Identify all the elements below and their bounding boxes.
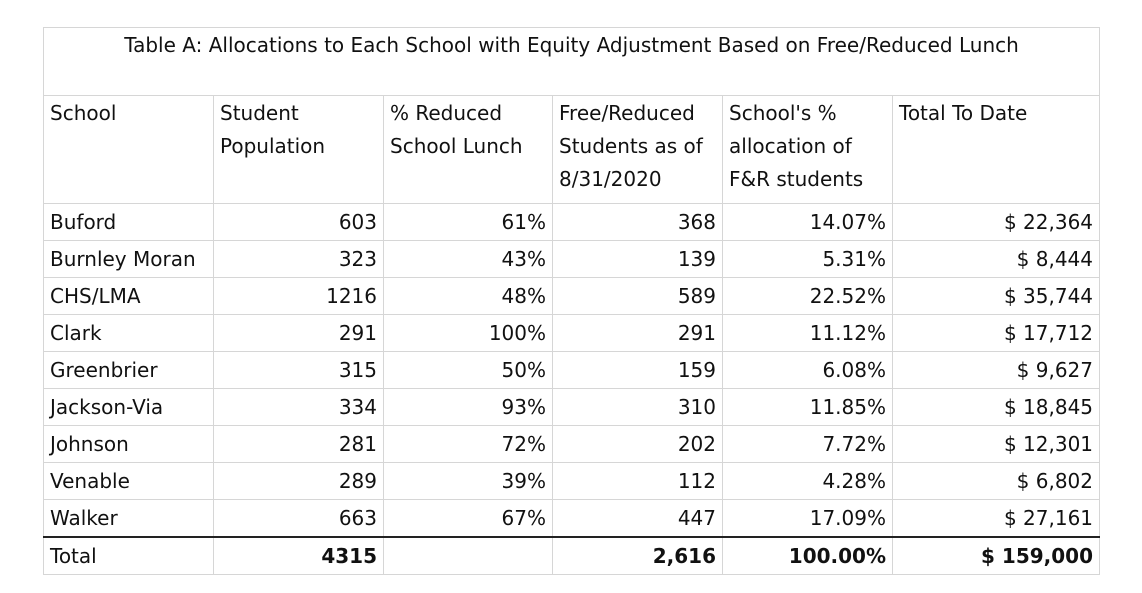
reduced-lunch-percent: 39%: [384, 463, 553, 500]
header-reduced-lunch-percent: % Reduced School Lunch: [384, 96, 553, 204]
student-population: 334: [214, 389, 384, 426]
total-student-population: 4315: [214, 537, 384, 575]
header-allocation-percent: School's % allocation of F&R students: [723, 96, 893, 204]
school-name: Greenbrier: [44, 352, 214, 389]
free-reduced-students: 589: [553, 278, 723, 315]
school-name: Buford: [44, 204, 214, 241]
school-name: Burnley Moran: [44, 241, 214, 278]
total-free-reduced-students: 2,616: [553, 537, 723, 575]
header-total-to-date: Total To Date: [893, 96, 1100, 204]
total-to-date: $ 8,444: [893, 241, 1100, 278]
table-row: [44, 315, 1100, 352]
table-row: [44, 352, 1100, 389]
table-title: Table A: Allocations to Each School with Equity Adjustment Based on Free/Reduced Lunch: [44, 28, 1100, 96]
school-name: Clark: [44, 315, 214, 352]
school-name: Walker: [44, 500, 214, 538]
header-student-population: Student Population: [214, 96, 384, 204]
total-to-date: $ 27,161: [893, 500, 1100, 538]
student-population: 289: [214, 463, 384, 500]
reduced-lunch-percent: 43%: [384, 241, 553, 278]
table-row: [44, 463, 1100, 500]
student-population: 291: [214, 315, 384, 352]
reduced-lunch-percent: 100%: [384, 315, 553, 352]
free-reduced-students: 139: [553, 241, 723, 278]
allocation-percent: 7.72%: [723, 426, 893, 463]
table-row: [44, 278, 1100, 315]
allocation-percent: 5.31%: [723, 241, 893, 278]
reduced-lunch-percent: 61%: [384, 204, 553, 241]
total-reduced-lunch-percent: [384, 537, 553, 575]
free-reduced-students: 291: [553, 315, 723, 352]
allocation-percent: 6.08%: [723, 352, 893, 389]
student-population: 281: [214, 426, 384, 463]
total-to-date: $ 6,802: [893, 463, 1100, 500]
free-reduced-students: 310: [553, 389, 723, 426]
title-row: [44, 28, 1100, 96]
header-school: School: [44, 96, 214, 204]
allocation-table: [43, 27, 1100, 575]
allocation-percent: 4.28%: [723, 463, 893, 500]
school-name: CHS/LMA: [44, 278, 214, 315]
allocation-percent: 22.52%: [723, 278, 893, 315]
free-reduced-students: 112: [553, 463, 723, 500]
school-name: Jackson-Via: [44, 389, 214, 426]
allocation-percent: 17.09%: [723, 500, 893, 538]
free-reduced-students: 202: [553, 426, 723, 463]
total-row: [44, 537, 1100, 575]
student-population: 1216: [214, 278, 384, 315]
header-free-reduced-students: Free/Reduced Students as of 8/31/2020: [553, 96, 723, 204]
free-reduced-students: 447: [553, 500, 723, 538]
total-to-date: $ 18,845: [893, 389, 1100, 426]
table-row: [44, 426, 1100, 463]
total-to-date: $ 12,301: [893, 426, 1100, 463]
table-row: [44, 241, 1100, 278]
reduced-lunch-percent: 50%: [384, 352, 553, 389]
allocation-percent: 14.07%: [723, 204, 893, 241]
student-population: 603: [214, 204, 384, 241]
table-row: [44, 204, 1100, 241]
table-row: [44, 389, 1100, 426]
school-name: Venable: [44, 463, 214, 500]
reduced-lunch-percent: 72%: [384, 426, 553, 463]
total-to-date: $ 17,712: [893, 315, 1100, 352]
total-allocation-percent: 100.00%: [723, 537, 893, 575]
table-row: [44, 500, 1100, 538]
header-row: [44, 96, 1100, 204]
allocation-percent: 11.85%: [723, 389, 893, 426]
reduced-lunch-percent: 93%: [384, 389, 553, 426]
total-to-date: $ 9,627: [893, 352, 1100, 389]
total-to-date: $ 35,744: [893, 278, 1100, 315]
total-to-date: $ 22,364: [893, 204, 1100, 241]
free-reduced-students: 368: [553, 204, 723, 241]
reduced-lunch-percent: 48%: [384, 278, 553, 315]
total-label: Total: [44, 537, 214, 575]
allocation-percent: 11.12%: [723, 315, 893, 352]
student-population: 663: [214, 500, 384, 538]
school-name: Johnson: [44, 426, 214, 463]
student-population: 323: [214, 241, 384, 278]
total-total-to-date: $ 159,000: [893, 537, 1100, 575]
student-population: 315: [214, 352, 384, 389]
free-reduced-students: 159: [553, 352, 723, 389]
reduced-lunch-percent: 67%: [384, 500, 553, 538]
